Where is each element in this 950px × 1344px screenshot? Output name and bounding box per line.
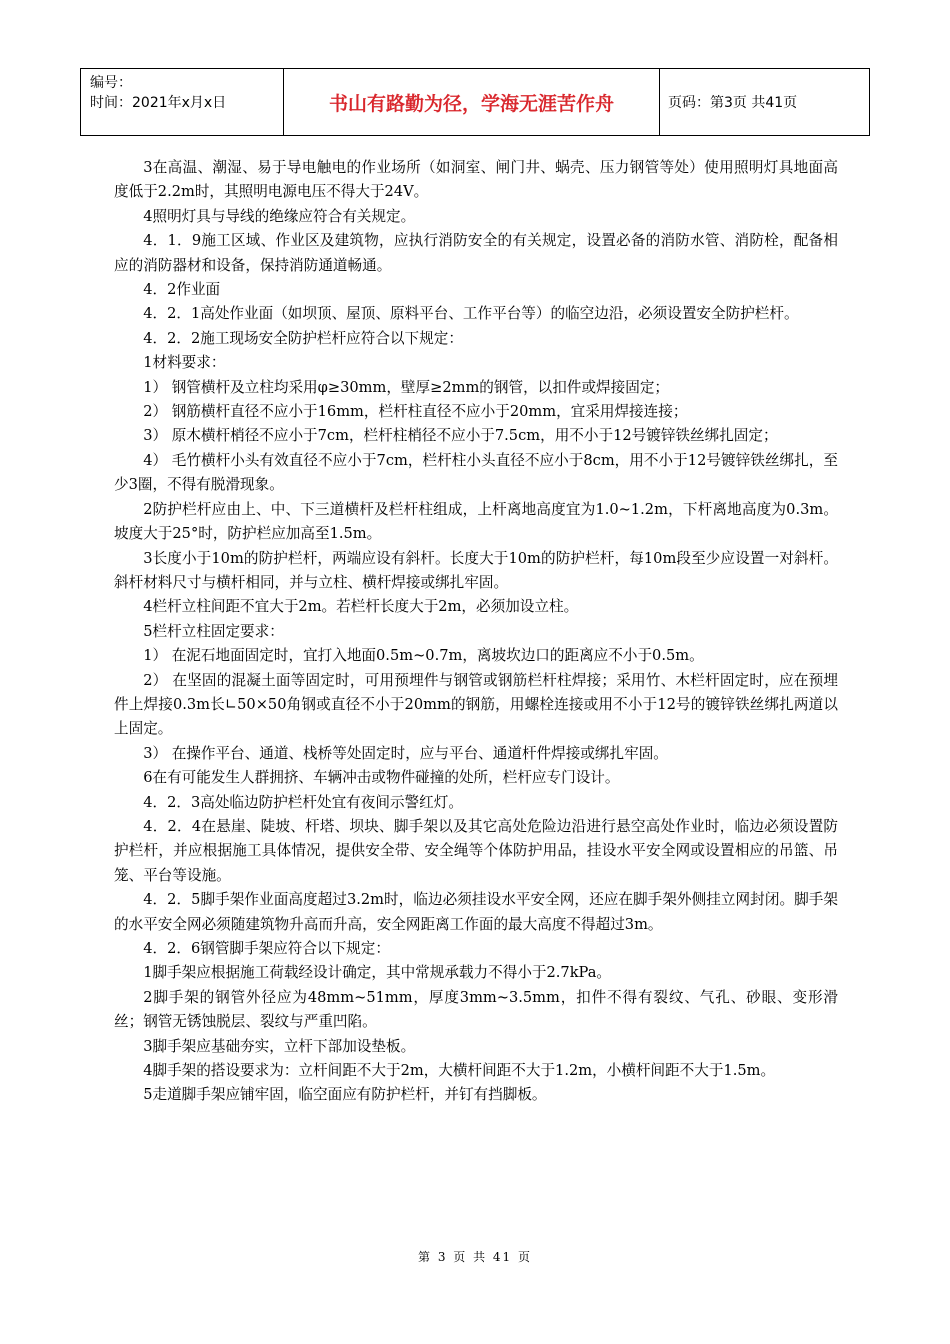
paragraph: 3脚手架应基础夯实，立杆下部加设垫板。 (143, 1037, 416, 1055)
paragraph: 4．2．3高处临边防护栏杆处宜有夜间示警红灯。 (143, 793, 463, 811)
paragraph: 4．1．9施工区域、作业区及建筑物，应执行消防安全的有关规定，设置必备的消防水管、消防栓，配备相应的消防器材和设备，保持消防通道畅通。 (114, 232, 838, 274)
paragraph: 1脚手架应根据施工荷载经设计确定，其中常规承载力不得小于2.7kPa。 (143, 964, 612, 982)
header-page-info: 页码：第3页 共41页 (668, 95, 798, 111)
paragraph: 4．2．6钢管脚手架应符合以下规定： (143, 940, 390, 957)
paragraph: 5栏杆立柱固定要求： (143, 622, 284, 640)
paragraph: 4．2．5脚手架作业面高度超过3.2m时，临边必须挂设水平安全网，还应在脚手架外侧挂立网封闭。脚手架的水平安全网必须随建筑物升高而升高，安全网距离工作面的最大高度不得超过3m。 (114, 891, 838, 933)
paragraph: 2脚手架的钢管外径应为48mm~51mm，厚度3mm~3.5mm，扣件不得有裂纹、气孔、砂眼、变形滑丝；钢管无锈蚀脱层、裂纹与严重凹陷。 (114, 988, 838, 1031)
paragraph: 3在高温、潮湿、易于导电触电的作业场所（如洞室、闸门井、蜗壳、压力钢管等处）使用照明灯具地面高度低于2.2m时，其照明电源电压不得大于24V。 (114, 159, 838, 201)
paragraph: 2防护栏杆应由上、中、下三道横杆及栏杆柱组成，上杆离地高度宜为1.0~1.2m，下杆离地高度为0.3m。坡度大于25°时，防护栏应加高至1.5m。 (114, 500, 838, 543)
paragraph: 4照明灯具与导线的绝缘应符合有关规定。 (143, 207, 416, 225)
paragraph: 5走道脚手架应铺牢固，临空面应有防护栏杆，并钉有挡脚板。 (143, 1086, 547, 1104)
document-body (114, 156, 838, 1108)
list-item: 3） 原木横杆梢径不应小于7cm，栏杆柱梢径不应小于7.5cm，用不小于12号镀锌铁丝绑扎固定； (143, 427, 778, 445)
paragraph: 4栏杆立柱间距不宜大于2m。若栏杆长度大于2m，必须加设立柱。 (143, 598, 579, 616)
page-footer (0, 1248, 950, 1265)
header-motto: 书山有路勤为径，学海无涯苦作舟 (284, 69, 660, 135)
list-item: 2） 在坚固的混凝土面等固定时，可用预埋件与钢管或钢筋栏杆柱焊接；采用竹、木栏杆固定时，应在预埋件上焊接0.3m长∟50×50角钢或直径不小于20mm的钢筋，用螺栓连接或用不小于12号的镀锌铁丝绑扎两道以上固定。 (114, 671, 838, 738)
header-meta (81, 69, 284, 135)
list-item: 1） 在泥石地面固定时，宜打入地面0.5m~0.7m，离坡坎边口的距离应不小于0.5m。 (143, 647, 704, 665)
paragraph: 3长度小于10m的防护栏杆，两端应设有斜杆。长度大于10m的防护栏杆，每10m段至少应设置一对斜杆。斜杆材料尺寸与横杆相同，并与立柱、横杆焊接或绑扎牢固。 (114, 549, 838, 591)
paragraph: 1材料要求： (143, 354, 226, 372)
page-header (80, 68, 870, 136)
list-item: 4） 毛竹横杆小头有效直径不应小于7cm，栏杆柱小头直径不应小于8cm，用不小于12号镀锌铁丝绑扎，至少3圈，不得有脱滑现象。 (114, 451, 838, 494)
paragraph: 4．2．2施工现场安全防护栏杆应符合以下规定： (143, 329, 463, 347)
document-date: 时间：2021年x月x日 (90, 95, 227, 111)
list-item: 3） 在操作平台、通道、栈桥等处固定时，应与平台、通道杆件焊接或绑扎牢固。 (143, 744, 668, 762)
list-item: 1） 钢管横杆及立柱均采用φ≥30mm，壁厚≥2mm的钢管，以扣件或焊接固定； (143, 378, 670, 396)
document-number-label: 编号： (90, 75, 132, 91)
paragraph: 6在有可能发生人群拥挤、车辆冲击或物件碰撞的处所，栏杆应专门设计。 (143, 769, 620, 787)
list-item: 2） 钢筋横杆直径不应小于16mm，栏杆柱直径不应小于20mm，宜采用焊接连接； (143, 403, 688, 421)
footer-page-number: 第 3 页 共 41 页 (418, 1250, 532, 1264)
section-heading: 4．2作业面 (143, 281, 221, 299)
paragraph: 4．2．1高处作业面（如坝顶、屋顶、原料平台、工作平台等）的临空边沿，必须设置安全防护栏杆。 (143, 305, 799, 323)
paragraph: 4脚手架的搭设要求为：立杆间距不大于2m，大横杆间距不大于1.2m，小横杆间距不大于1.5m。 (143, 1062, 776, 1080)
paragraph: 4．2．4在悬崖、陡坡、杆塔、坝块、脚手架以及其它高处危险边沿进行悬空高处作业时，临边必须设置防护栏杆，并应根据施工具体情况，提供安全带、安全绳等个体防护用品，挂设水平安全网或设置相应的吊篮、吊笼、平台等设施。 (114, 817, 838, 884)
